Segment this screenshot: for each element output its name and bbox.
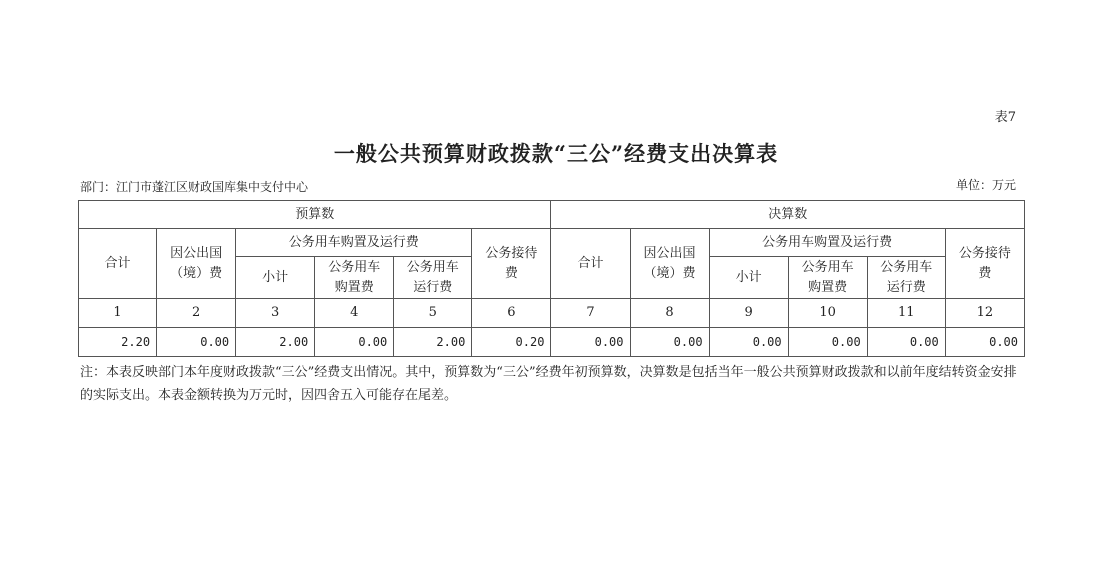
budget-total-header: 合计	[79, 229, 157, 299]
budget-vehicle-operation-header: 公务用车运行费	[394, 257, 472, 299]
value-cell: 2.00	[236, 328, 315, 357]
page-title: 一般公共预算财政拨款“三公”经费支出决算表	[333, 141, 779, 166]
column-number: 9	[709, 299, 788, 328]
final-vehicle-purchase-header: 公务用车购置费	[788, 257, 867, 299]
column-number: 1	[79, 299, 157, 328]
expenditure-table	[78, 200, 1025, 357]
budget-abroad-header: 因公出国（境）费	[157, 229, 236, 299]
column-number: 10	[788, 299, 867, 328]
budget-group-header: 预算数	[79, 201, 551, 229]
value-cell: 2.20	[79, 328, 157, 357]
column-number: 6	[472, 299, 551, 328]
value-cell: 0.00	[945, 328, 1024, 357]
value-cell: 0.20	[472, 328, 551, 357]
footnote: 注：本表反映部门本年度财政拨款“三公”经费支出情况。其中，预算数为“三公”经费年初预算数，决算数是包括当年一般公共预算财政拨款和以前年度结转资金安排的实际支出。本表金额转换为万元时，因四舍五入可能存在尾差。	[80, 365, 1017, 403]
column-number: 12	[945, 299, 1024, 328]
final-group-header: 决算数	[551, 201, 1025, 229]
budget-subtotal-header: 小计	[236, 257, 315, 299]
value-cell: 0.00	[315, 328, 394, 357]
budget-vehicle-group-header: 公务用车购置及运行费	[236, 229, 472, 257]
column-number: 11	[867, 299, 945, 328]
value-cell: 0.00	[788, 328, 867, 357]
value-cell: 0.00	[551, 328, 630, 357]
column-number: 8	[630, 299, 709, 328]
value-cell: 2.00	[394, 328, 472, 357]
group-header-row	[79, 201, 1025, 229]
value-cell: 0.00	[157, 328, 236, 357]
value-cell: 0.00	[867, 328, 945, 357]
final-vehicle-operation-header: 公务用车运行费	[867, 257, 945, 299]
column-number: 5	[394, 299, 472, 328]
value-row	[79, 328, 1025, 357]
unit-label: 单位：万元	[955, 178, 1016, 192]
column-number: 3	[236, 299, 315, 328]
value-cell: 0.00	[709, 328, 788, 357]
column-number: 2	[157, 299, 236, 328]
department-label: 部门：江门市蓬江区财政国库集中支付中心	[80, 180, 309, 194]
column-number: 7	[551, 299, 630, 328]
final-vehicle-group-header: 公务用车购置及运行费	[709, 229, 945, 257]
final-reception-header: 公务接待费	[945, 229, 1024, 299]
column-number-row	[79, 299, 1025, 328]
value-cell: 0.00	[630, 328, 709, 357]
final-total-header: 合计	[551, 229, 630, 299]
column-header-row-1	[79, 229, 1025, 257]
budget-reception-header: 公务接待费	[472, 229, 551, 299]
budget-vehicle-purchase-header: 公务用车购置费	[315, 257, 394, 299]
final-subtotal-header: 小计	[709, 257, 788, 299]
final-abroad-header: 因公出国（境）费	[630, 229, 709, 299]
column-number: 4	[315, 299, 394, 328]
table-number: 表7	[994, 110, 1016, 125]
